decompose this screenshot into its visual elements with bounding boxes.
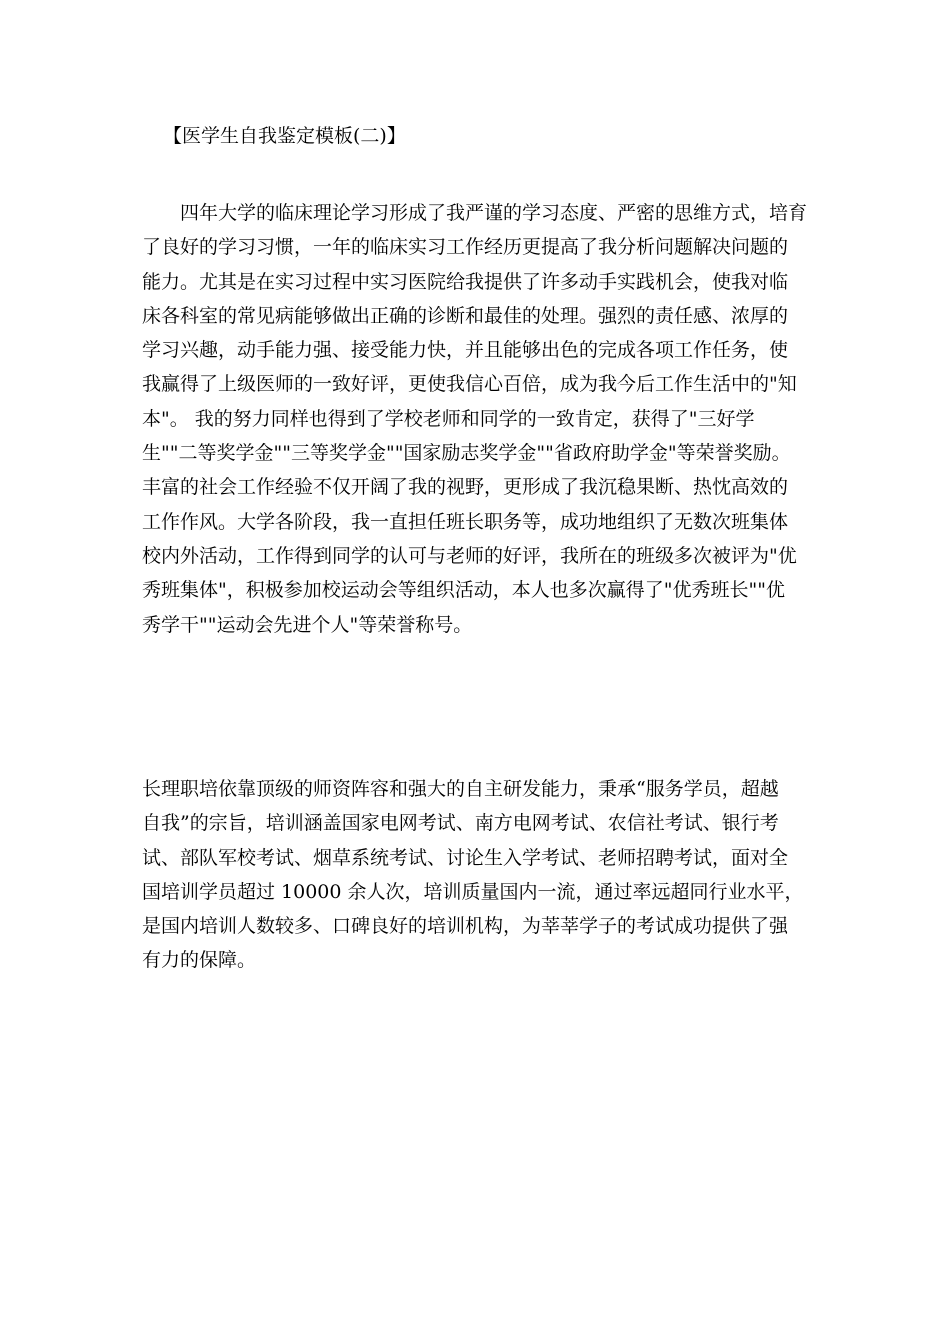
paragraph-line: 校内外活动，工作得到同学的认可与老师的好评，我所在的班级多次被评为"优 [142, 544, 797, 567]
paragraph-line: 是国内培训人数较多、口碑良好的培训机构，为莘莘学子的考试成功提供了强 [142, 915, 789, 938]
paragraph-line: 试、部队军校考试、烟草系统考试、讨论生入学考试、老师招聘考试，面对全 [142, 846, 789, 869]
paragraph-line: 了良好的学习习惯，一年的临床实习工作经历更提高了我分析问题解决问题的 [142, 236, 789, 259]
paragraph-line: 本"。 我的努力同样也得到了学校老师和同学的一致肯定，获得了"三好学 [142, 407, 755, 430]
paragraph-line: 秀班集体"，积极参加校运动会等组织活动，本人也多次赢得了"优秀班长""优 [142, 579, 785, 602]
paragraph-line: 秀学干""运动会先进个人"等荣誉称号。 [142, 613, 473, 636]
paragraph-line: 生""二等奖学金""三等奖学金""国家励志奖学金""省政府助学金"等荣誉奖励。 [142, 442, 791, 465]
paragraph-line: 学习兴趣，动手能力强、接受能力快，并且能够出色的完成各项工作任务，使 [142, 339, 789, 362]
paragraph-training-intro [142, 772, 814, 978]
document-heading: 【医学生自我鉴定模板(二)】 [163, 125, 406, 147]
paragraph-line: 床各科室的常见病能够做出正确的诊断和最佳的处理。强烈的责任感、浓厚的 [142, 304, 789, 327]
paragraph-line: 工作作风。大学各阶段，我一直担任班长职务等，成功地组织了无数次班集体 [142, 510, 789, 533]
paragraph-line: 能力。尤其是在实习过程中实习医院给我提供了许多动手实践机会，使我对临 [142, 270, 789, 293]
paragraph-line: 丰富的社会工作经验不仅开阔了我的视野，更形成了我沉稳果断、热忱高效的 [142, 476, 789, 499]
paragraph-line: 国培训学员超过 10000 余人次，培训质量国内一流，通过率远超同行业水平， [142, 880, 804, 903]
paragraph-line: 长理职培依靠顶级的师资阵容和强大的自主研发能力，秉承“服务学员，超越 [142, 778, 779, 800]
paragraph-line: 我赢得了上级医师的一致好评，更使我信心百倍，成为我今后工作生活中的"知 [142, 373, 797, 396]
paragraph-line: 有力的保障。 [142, 949, 257, 972]
paragraph-line: 四年大学的临床理论学习形成了我严谨的学习态度、严密的思维方式，培育 [142, 202, 808, 224]
paragraph-self-assessment [142, 196, 814, 642]
paragraph-line: 自我”的宗旨，培训涵盖国家电网考试、南方电网考试、农信社考试、银行考 [142, 812, 779, 835]
